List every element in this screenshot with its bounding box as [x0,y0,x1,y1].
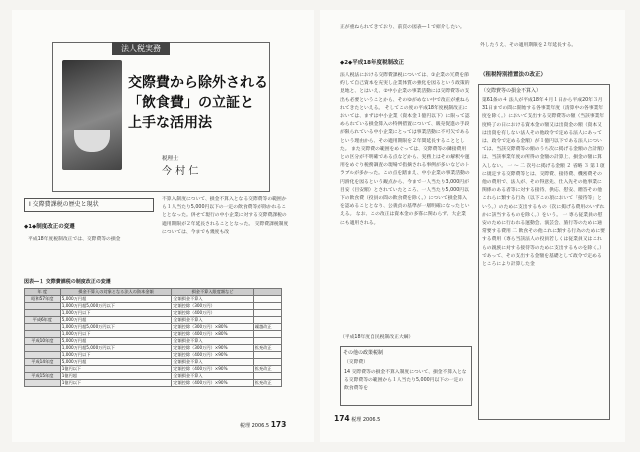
table-cell: 5,000万円超 [60,296,172,303]
col1-source: （平成18年度自民税制改正大綱） [340,335,414,340]
table-cell [25,380,61,387]
box-subheading: （交際費） [344,360,368,365]
folio [240,420,286,429]
table-row [25,359,282,366]
table-cell: 1億円以下 [60,380,172,387]
table-cell: 拡充改正 [253,345,281,352]
table-cell [25,345,61,352]
table-cell: 定額控除（300万円）×80% [172,324,254,331]
revision-history-table [24,288,282,387]
subheading: ◆1◆制度改正の変遷 [24,224,75,230]
table-header: 年 度 [25,289,61,296]
table-cell: 全額損金不算入 [172,373,254,380]
table-cell [253,352,281,359]
table-row [25,310,282,317]
page-number: 174 [334,414,350,423]
paragraph-right: 不算入制度について、損金不算入となる交際費等の範囲から１人当たり5,000円以下の一定の飲食費等が除かれることとなった。併せて現行の中小企業に対する交際費課税の適用期限が２年延長されることとなった。 交際費課税制度については、今までも幾度も改 [162,197,289,235]
table-cell: 1億円超 [60,373,172,380]
table-row [25,324,282,331]
policy-box [340,346,472,406]
coffee-cup-icon [74,130,110,152]
page-number: 173 [270,420,287,429]
table-row [25,331,282,338]
col1-body: 法人税法における交際費課税については、①企業の冗費を節約して自己資本を充実し企業体質の強化を図るという政策的見地と、とはいえ、②中小企業の事業活動には交際費等の支出も必要ということから、そのゆがめない中で改正が重ねられてきたといえる。 そしてこの度の平成18年度税制改正においては、まずは中小企業（資本金１億円以下）に限って認められている損金算入の特例措置について、販売促進の手段が限られている中小企業にとっては事業活動に不可欠であるという理由から、その適用期限を２年間延長することとした。 また交際費の範囲をめぐっては、交際費等の隣接費用との区分が不明確である点などから、実務上はその解釈や運用をめぐり税務調査の現場で指摘される事例が多いなどのトラブルが多かった。この点を踏まえ、中小企業の事業活動の円滑化を図るという観点から、今まで一人当たり3,000円が目安（目安額）とされていたところ、一人当たり5,000円以下の飲食費（役員の間の飲食費を除く。）について損金算入を認めることとなり、公義貞の基準が一層明確になったといえる。 なお、この改正は資本金の多寡に関わらず、大企業にも適用される。 [340,73,470,226]
paragraph-left: 平成18年度税制改正では、交際費等の損金 [28,237,121,242]
table-cell: 昭和57年度 [25,296,61,303]
table-cell: 全額損金不算入 [172,359,254,366]
table-cell [253,317,281,324]
box-body: 14 交際費等の損金不算入制度について、損金不算入となる交際費等の範囲から１人当たり5,000円以下の一定の飲食費等を [344,370,467,392]
table-cell [253,373,281,380]
table-header: 損金不算入限度額など [172,289,254,296]
box-body: 第61条の４ 法人が平成18年４月１日から平成20年３月31日までの間に開始する各事業年度（清算中の各事業年度を除く。）において支出する交際費等の額（当該事業年度終了の日における資本金の額又は出資金の額（資本又は出資を有しない法人その他政令で定める法人にあっては、政令で定める金額）が１億円以下である法人については、当該交際費等の額のうち次に掲げる金額の合計額）は、当該事業年度の所得の金額の計算上、損金の額に算入しない。 一 ～ 二 次号に掲げる金額 ２ 省略 ３ 第１項に規定する交際費等とは、交際費、接待費、機密費その他の費用で、法人が、その得意先、仕入先その他事業に関係のある者等に対する接待、供応、慰安、贈答その他これらに類する行為（以下この項において「接待等」という。）のために支出するもの（次に掲げる費用のいずれかに該当するものを除く。）をいう。 一 専ら従業員の慰安のために行われる運動会、演芸会、旅行等のために通常要する費用 二 飲食その他これに類する行為のために要する費用（専ら当該法人の役員若しくは従業員又はこれらの親族に対する接待等のために支出するものを除く。）であって、その支出する金額を基礎として政令で定めるところにより計算した金 [482,98,605,268]
table-cell [25,303,61,310]
table-cell: 定額控除（300万円） [172,303,254,310]
table-cell: 1,000万円超5,000万円以下 [60,303,172,310]
table-cell [253,310,281,317]
table-cell: 定額控除（400万円） [172,310,254,317]
table-row [25,345,282,352]
table-cell [25,331,61,338]
folio-text: 税理 2006.5 [240,423,270,429]
title-line-2: 「飲食費」の立証と [128,95,254,111]
table-row [25,366,282,373]
right-page [320,10,625,442]
table-row [25,380,282,387]
table-header [253,289,281,296]
subheading: （租税特別措置法の改正） [480,72,547,78]
table-cell: 1,000万円以下 [60,331,172,338]
table-cell: 定額控除（300万円）×90% [172,345,254,352]
table-cell [25,366,61,373]
table-cell: 平成14年度 [25,359,61,366]
table-row [25,338,282,345]
author-name: 今 村 仁 [162,166,199,177]
table-cell [253,338,281,345]
table-cell: 5,000万円超 [60,359,172,366]
folio-text: 税理 2006.5 [351,417,381,423]
table-cell: 拡充改正 [253,380,281,387]
box-heading: （交際費等の損金不算入） [481,88,542,94]
statute-box [478,84,610,420]
subheading: ◆2◆平成18年度税制改正 [340,60,404,66]
folio [334,414,380,423]
table-cell [253,296,281,303]
table-header: 損金不算入の対象となる法人の資本金額 [60,289,172,296]
table-cell: 定額控除（400万円）×90% [172,366,254,373]
table-cell: 1,000万円以下 [60,352,172,359]
table-row [25,303,282,310]
table-cell: 1,000万円以下 [60,310,172,317]
table-cell [25,352,61,359]
table-cell [25,324,61,331]
table-cell: 全額損金不算入 [172,296,254,303]
table-row [25,317,282,324]
table-cell: 繰越改正 [253,324,281,331]
article-photo [62,60,122,170]
table-cell: 平成6年度 [25,317,61,324]
table-cell: 定額控除（400万円）×80% [172,331,254,338]
table-cell: 拡充改正 [253,366,281,373]
table-cell [253,331,281,338]
table-cell [25,310,61,317]
table-cell: 全額損金不算入 [172,338,254,345]
table-cell: 1億円以下 [60,366,172,373]
table-cell: 5,000万円超 [60,338,172,345]
table-row [25,373,282,380]
table-cell: 平成15年度 [25,373,61,380]
left-page [12,10,314,442]
table-cell [253,303,281,310]
series-tag: 法人税実務 [112,42,170,55]
table-row [25,352,282,359]
title-line-1: 交際費から除外される [128,75,268,91]
table-cell [253,359,281,366]
table-cell: 定額控除（400万円）×90% [172,380,254,387]
table-cell: 全額損金不算入 [172,317,254,324]
author-role: 税理士 [162,156,179,162]
table-cell: 平成10年度 [25,338,61,345]
box-heading: その他の政策税制 [343,350,384,356]
col1-top-text: 正が重ねられてきており、前頁の図表―１で紹介したい。 [340,25,465,30]
table-cell: 1,000万円超5,000万円以下 [60,324,172,331]
table-row [25,296,282,303]
table-cell: 5,000万円超 [60,317,172,324]
table-cell: 定額控除（400万円）×90% [172,352,254,359]
table-cell: 1,000万円超5,000万円以下 [60,345,172,352]
col2-top-text: 外したうえ、その適用期限を２年延長する。 [480,43,577,48]
table-caption: 図表―１ 交際費課税の制度改正の変遷 [24,279,111,285]
title-line-3: 上手な活用法 [128,115,212,131]
section-heading: Ⅰ 交際費課税の歴史と現状 [24,198,154,212]
